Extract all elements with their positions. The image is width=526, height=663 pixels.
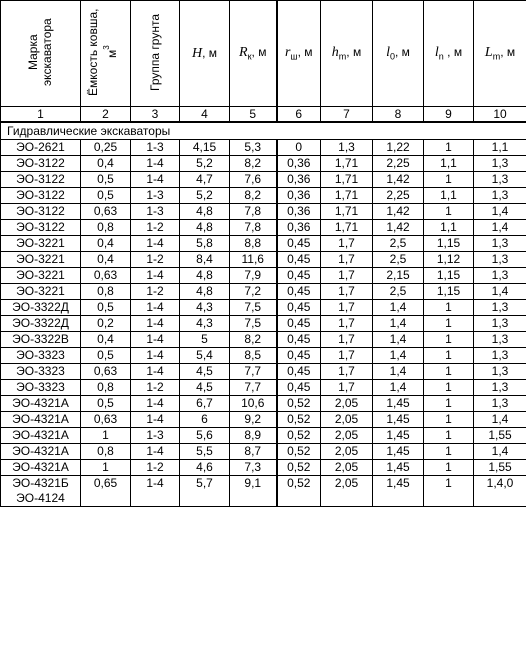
cell: 0,45 [277,380,321,396]
cell: 1-3 [131,204,180,220]
cell-model: ЭО-3322В [1,332,81,348]
cell: 1 [424,300,474,316]
cell: 2,25 [373,156,424,172]
cell: 8,8 [230,236,277,252]
cell: 1 [424,316,474,332]
cell: 1 [424,476,474,507]
cell: 1-4 [131,236,180,252]
header-bucket-capacity [81,1,131,107]
cell: 0,4 [81,156,131,172]
cell: 1,4 [373,300,424,316]
cell: 0,63 [81,412,131,428]
cell: 0,5 [81,188,131,204]
column-number: 3 [131,107,180,123]
cell: 1-4 [131,268,180,284]
section-title: Гидравлические экскаваторы [1,122,526,140]
cell: 2,05 [321,444,373,460]
table-row [1,252,526,268]
cell: 4,7 [180,172,230,188]
cell: 1 [424,172,474,188]
header-rsh: $r_ш$, м [277,1,321,107]
cell: 8,4 [180,252,230,268]
cell-model: ЭО-4321А [1,444,81,460]
cell: 0,63 [81,268,131,284]
cell: 0,65 [81,476,131,507]
cell: 1-4 [131,444,180,460]
cell: 1,4 [373,348,424,364]
header-lm: $L_m$, м [474,1,526,107]
cell: 1,4 [373,364,424,380]
cell: 5,2 [180,188,230,204]
column-number: 2 [81,107,131,123]
cell: 1 [424,412,474,428]
table-row [1,236,526,252]
cell: 0,52 [277,476,321,507]
cell: 5,6 [180,428,230,444]
cell: 0,8 [81,444,131,460]
cell: 4,15 [180,140,230,156]
table-row [1,300,526,316]
cell: 5,5 [180,444,230,460]
table-row [1,316,526,332]
cell: 1-2 [131,252,180,268]
cell-model: ЭО-3122 [1,156,81,172]
cell: 10,6 [230,396,277,412]
cell: 0,52 [277,412,321,428]
cell: 1,3 [474,364,526,380]
cell: 0,45 [277,252,321,268]
cell-model: ЭО-3122 [1,220,81,236]
cell: 1,4 [474,284,526,300]
table-row [1,412,526,428]
cell: 1,3 [474,300,526,316]
cell: 7,5 [230,300,277,316]
cell: 1,71 [321,172,373,188]
cell: 4,8 [180,284,230,300]
cell: 1,4 [474,412,526,428]
cell: 1,45 [373,428,424,444]
cell-model: ЭО-4321А [1,412,81,428]
cell: 1,7 [321,300,373,316]
cell: 1,45 [373,444,424,460]
cell: 0,45 [277,268,321,284]
cell: 1,3 [474,236,526,252]
cell: 1,4 [474,204,526,220]
cell: 2,25 [373,188,424,204]
cell: 4,3 [180,316,230,332]
cell: 1 [424,140,474,156]
cell-model: ЭО-3221 [1,236,81,252]
cell: 1,71 [321,220,373,236]
cell: 1-4 [131,332,180,348]
cell: 7,8 [230,204,277,220]
cell: 7,2 [230,284,277,300]
table-row [1,220,526,236]
cell: 1,71 [321,204,373,220]
cell-model: ЭО-2621 [1,140,81,156]
cell: 7,8 [230,220,277,236]
cell: 1,71 [321,188,373,204]
cell-model: ЭО-4321А [1,396,81,412]
cell: 0 [277,140,321,156]
cell-model: ЭО-3122 [1,204,81,220]
cell: 1-2 [131,220,180,236]
cell: 2,05 [321,412,373,428]
table-row-last [1,476,526,507]
cell: 1,7 [321,236,373,252]
column-number: 7 [321,107,373,123]
cell: 1-2 [131,380,180,396]
cell: 1 [81,460,131,476]
cell: 1,7 [321,348,373,364]
cell: 1,1 [424,188,474,204]
cell: 1,42 [373,172,424,188]
cell: 1,4 [373,332,424,348]
cell: 0,25 [81,140,131,156]
header-rk: $R_к$, м [230,1,277,107]
cell-model: ЭО-4321Б ЭО-4124 [1,476,81,507]
cell: 1 [424,204,474,220]
cell: 1,55 [474,428,526,444]
cell: 1,7 [321,364,373,380]
cell: 8,9 [230,428,277,444]
cell: 0,5 [81,172,131,188]
cell: 0,63 [81,204,131,220]
column-number: 4 [180,107,230,123]
cell: 0,4 [81,236,131,252]
section-row [1,122,526,140]
cell: 0,36 [277,172,321,188]
cell: 7,6 [230,172,277,188]
cell-model: ЭО-3323 [1,380,81,396]
cell: 1,3 [474,188,526,204]
cell: 1-3 [131,428,180,444]
table-row [1,332,526,348]
table-row [1,188,526,204]
cell: 1 [424,428,474,444]
table-row [1,268,526,284]
table-row [1,460,526,476]
cell: 1-2 [131,284,180,300]
cell: 0,8 [81,284,131,300]
cell: 1 [424,460,474,476]
cell: 11,6 [230,252,277,268]
cell: 5,2 [180,156,230,172]
cell: 0,36 [277,220,321,236]
cell: 1-4 [131,364,180,380]
column-number: 6 [277,107,321,123]
cell: 1,45 [373,476,424,507]
cell-model: ЭО-3221 [1,268,81,284]
column-number: 10 [474,107,526,123]
cell: 5,3 [230,140,277,156]
cell: 1,1 [424,156,474,172]
cell-model: ЭО-4321А [1,460,81,476]
cell: 0,36 [277,156,321,172]
cell: 1,42 [373,204,424,220]
cell: 1,3 [474,156,526,172]
cell: 0,5 [81,348,131,364]
cell: 1 [424,348,474,364]
cell: 1,42 [373,220,424,236]
table-row [1,380,526,396]
cell: 1,4 [373,380,424,396]
cell-model: ЭО-3122 [1,188,81,204]
cell: 1-4 [131,412,180,428]
cell: 1-4 [131,476,180,507]
cell: 1,7 [321,316,373,332]
cell: 1,7 [321,284,373,300]
cell: 2,05 [321,476,373,507]
cell: 1,45 [373,396,424,412]
cell: 0,45 [277,284,321,300]
cell: 8,2 [230,156,277,172]
column-number: 5 [230,107,277,123]
cell: 2,15 [373,268,424,284]
cell: 1,15 [424,284,474,300]
header-bucket-label: Ёмкость ковша, $м^3$ [85,8,119,96]
cell: 5,4 [180,348,230,364]
cell: 0,4 [81,332,131,348]
cell: 0,8 [81,220,131,236]
cell: 1,3 [474,316,526,332]
cell: 1-4 [131,300,180,316]
table-row [1,172,526,188]
cell: 1,22 [373,140,424,156]
column-number: 8 [373,107,424,123]
cell: 1-4 [131,172,180,188]
cell: 7,7 [230,364,277,380]
cell: 1-2 [131,460,180,476]
cell: 1,3 [474,396,526,412]
cell: 1-4 [131,316,180,332]
cell: 1 [424,444,474,460]
cell: 7,3 [230,460,277,476]
cell: 4,5 [180,364,230,380]
cell: 7,9 [230,268,277,284]
cell: 1,1 [474,140,526,156]
cell: 9,1 [230,476,277,507]
cell: 1,3 [474,268,526,284]
cell: 0,45 [277,332,321,348]
cell: 6 [180,412,230,428]
cell: 4,8 [180,204,230,220]
cell: 1-4 [131,156,180,172]
cell: 4,3 [180,300,230,316]
header-l0: $l_0$, м [373,1,424,107]
cell: 1,1 [424,220,474,236]
column-number: 9 [424,107,474,123]
cell-model: ЭО-3221 [1,252,81,268]
cell: 4,8 [180,220,230,236]
cell-model: ЭО-3323 [1,364,81,380]
cell: 7,7 [230,380,277,396]
cell: 5 [180,332,230,348]
cell: 2,05 [321,396,373,412]
cell: 1,3 [474,172,526,188]
cell: 0,52 [277,396,321,412]
cell: 1-3 [131,188,180,204]
cell: 1 [424,380,474,396]
cell: 2,5 [373,236,424,252]
table-row [1,428,526,444]
header-model-label: Марка экскаватора [25,18,54,86]
cell: 0,36 [277,188,321,204]
cell: 1,45 [373,460,424,476]
cell: 1 [424,332,474,348]
header-model [1,1,81,107]
cell: 0,5 [81,300,131,316]
cell: 1-3 [131,140,180,156]
table-row [1,140,526,156]
cell: 0,45 [277,236,321,252]
cell: 1,4 [373,316,424,332]
header-h: H, м [180,1,230,107]
cell: 1,71 [321,156,373,172]
table-row [1,364,526,380]
cell: 1,55 [474,460,526,476]
cell: 8,2 [230,332,277,348]
cell-model: ЭО-3322Д [1,316,81,332]
table-row [1,156,526,172]
cell: 1,3 [474,332,526,348]
cell: 1-4 [131,348,180,364]
cell: 0,36 [277,204,321,220]
cell: 4,6 [180,460,230,476]
cell: 1,7 [321,380,373,396]
cell: 2,05 [321,428,373,444]
cell: 0,8 [81,380,131,396]
cell: 0,52 [277,444,321,460]
cell: 0,4 [81,252,131,268]
cell: 1,3 [474,380,526,396]
header-ln: $l_n$ , м [424,1,474,107]
cell: 0,45 [277,300,321,316]
header-soil-label: Группа грунта [148,13,162,91]
cell-model: ЭО-4321А [1,428,81,444]
cell: 0,63 [81,364,131,380]
cell: 1,15 [424,236,474,252]
cell: 8,7 [230,444,277,460]
header-soil-group [131,1,180,107]
cell: 1,7 [321,332,373,348]
cell: 0,52 [277,460,321,476]
column-number-row [1,107,526,123]
cell: 4,8 [180,268,230,284]
cell: 8,2 [230,188,277,204]
cell: 9,2 [230,412,277,428]
cell: 1-4 [131,396,180,412]
cell: 6,7 [180,396,230,412]
table-row [1,396,526,412]
cell: 0,45 [277,364,321,380]
cell-model: ЭО-3323 [1,348,81,364]
cell: 4,5 [180,380,230,396]
column-number: 1 [1,107,81,123]
table-row [1,348,526,364]
cell: 1,4 [474,220,526,236]
cell: 1,45 [373,412,424,428]
cell: 0,5 [81,396,131,412]
cell: 1,4 [474,444,526,460]
cell: 1,12 [424,252,474,268]
cell: 8,5 [230,348,277,364]
cell: 0,45 [277,316,321,332]
cell: 5,7 [180,476,230,507]
cell: 2,05 [321,460,373,476]
header-hm: $h_m$, м [321,1,373,107]
cell: 0,2 [81,316,131,332]
table-row [1,444,526,460]
cell: 1,7 [321,268,373,284]
cell: 1 [424,396,474,412]
cell: 1,7 [321,252,373,268]
cell: 1,15 [424,268,474,284]
cell: 0,45 [277,348,321,364]
cell: 1 [424,364,474,380]
cell: 0,52 [277,428,321,444]
cell-model: ЭО-3322Д [1,300,81,316]
cell-model: ЭО-3122 [1,172,81,188]
cell: 1 [81,428,131,444]
table-row [1,284,526,300]
cell: 1,3 [474,348,526,364]
cell: 5,8 [180,236,230,252]
cell: 7,5 [230,316,277,332]
cell: 2,5 [373,252,424,268]
cell: 1,3 [321,140,373,156]
cell: 1,3 [474,252,526,268]
cell: 1,4,0 [474,476,526,507]
cell: 2,5 [373,284,424,300]
table-row [1,204,526,220]
header-row [1,1,526,107]
cell-model: ЭО-3221 [1,284,81,300]
